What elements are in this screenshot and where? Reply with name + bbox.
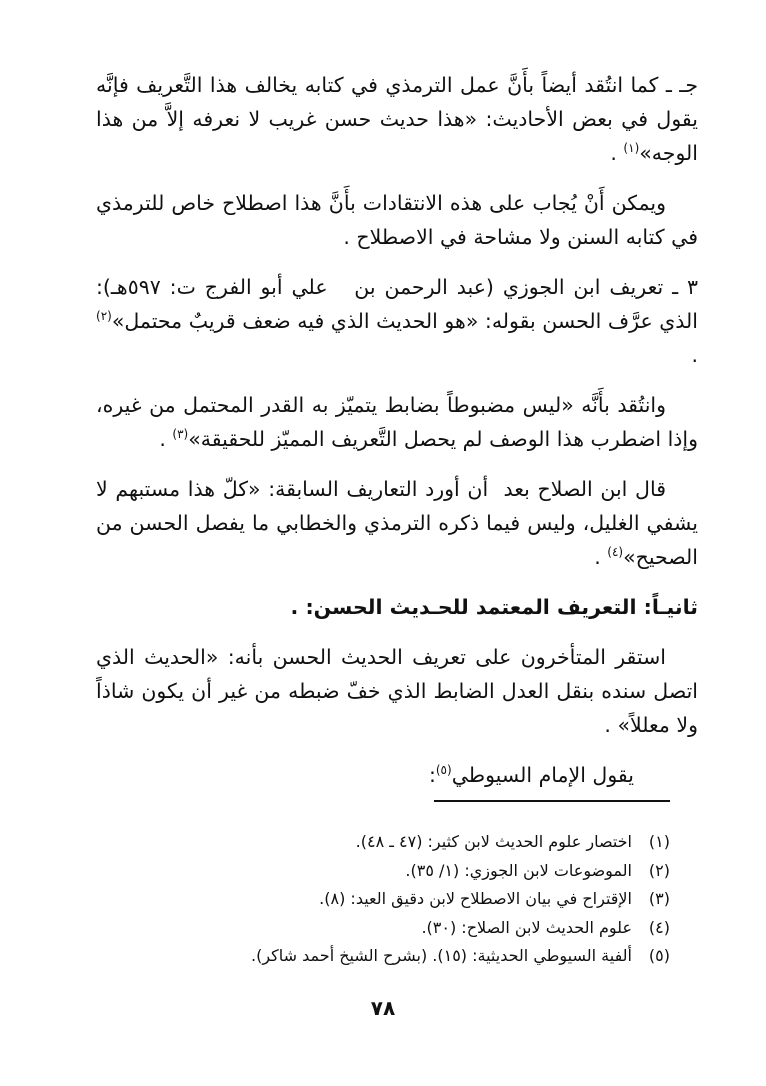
paragraph-ibn-jawzi-critique	[89, 388, 698, 456]
paragraph-text: استقر المتأخرون على تعريف الحديث الحسن بأنه: «الحديث الذي اتصل سنده بنقل العدل الضابط الذي خفّ ضبطه من غير أن يكون شاذاً ولا معللاً» .	[89, 645, 698, 737]
paragraph-end: .	[594, 545, 608, 569]
footnotes-list	[68, 828, 670, 971]
footnote-item	[68, 914, 670, 943]
footnote-number: (٥)	[648, 946, 670, 965]
section-heading: ثانيـاً: التعريف المعتمد للحـديث الحسن: .	[290, 595, 698, 619]
paragraph-text: قال ابن الصلاح بعد أن أورد التعاريف السابقة: «كلّ هذا مستبهم لا يشفي الغليل، وليس فيما ذكره الترمذي والخطابي ما يفصل الحسن من الصحيح»	[89, 477, 698, 569]
footnote-text: ألفية السيوطي الحديثية: (١٥). (بشرح الشيخ أحمد شاكر).	[251, 946, 632, 965]
paragraph-end: .	[159, 427, 173, 451]
paragraph-response	[89, 186, 698, 254]
paragraph-text: وانتُقد بأَنَّه «ليس مضبوطاً بضابط يتميّز به القدر المحتمل من غيره، وإذا اضطرب هذا الوصف لم يحصل التَّعريف المميّز للحقيقة»	[89, 393, 698, 451]
paragraph-text: يقول الإمام السيوطي	[451, 763, 634, 787]
footnote-ref-1: (١)	[623, 141, 640, 156]
footnote-separator	[434, 800, 670, 802]
paragraph-text: جـ ـ كما انتُقد أيضاً بأَنَّ عمل الترمذي في كتابه يخالف هذا التَّعريف فإنَّه يقول في بعض الأحاديث: «هذا حديث حسن غريب لا نعرفه إلاَّ من هذا الوجه»	[89, 73, 698, 165]
paragraph-critique-tirmidhi	[89, 68, 698, 170]
footnote-ref-4: (٤)	[607, 545, 624, 560]
paragraph-end: .	[610, 141, 624, 165]
footnote-number: (١)	[648, 832, 670, 851]
paragraph-text: ٣ ـ تعريف ابن الجوزي (عبد الرحمن بن علي أبو الفرج ت: ٥٩٧هـ): الذي عرَّف الحسن بقوله: «هو الحديث الذي فيه ضعف قريبٌ محتمل»	[89, 275, 698, 333]
page-body	[89, 68, 698, 792]
paragraph-text: ويمكن أَنْ يُجاب على هذه الانتقادات بأَنَّ هذا اصطلاح خاص للترمذي في كتابه السنن ولا مشاحة في الاصطلاح .	[89, 191, 698, 249]
footnote-item	[68, 942, 670, 971]
page-number: ٧٨	[370, 996, 396, 1020]
footnote-ref-3: (٣)	[172, 427, 189, 442]
paragraph-end: .	[89, 309, 698, 367]
footnote-item	[68, 828, 670, 857]
footnote-text: اختصار علوم الحديث لابن كثير: (٤٧ ـ ٤٨).	[355, 832, 632, 851]
paragraph-ibn-salah	[89, 472, 698, 574]
footnote-number: (٢)	[648, 860, 670, 880]
footnote-ref-2: (٢)	[96, 309, 112, 324]
footnote-text: الموضوعات لابن الجوزي: (١/ ٣٥).	[405, 860, 632, 880]
paragraph-ibn-jawzi-definition	[89, 270, 698, 372]
paragraph-approved-definition	[89, 640, 698, 742]
footnote-number: (٤)	[648, 917, 670, 937]
footnote-text: الإقتراح في بيان الاصطلاح لابن دقيق العيد: (٨).	[319, 889, 632, 908]
footnote-number: (٣)	[648, 889, 670, 908]
paragraph-suyuti-intro	[96, 758, 634, 792]
footnote-text: علوم الحديث لابن الصلاح: (٣٠).	[421, 917, 632, 937]
footnote-item	[68, 885, 670, 914]
paragraph-end: :	[428, 763, 436, 787]
footnote-ref-5: (٥)	[435, 763, 452, 778]
footnote-item	[68, 857, 670, 886]
